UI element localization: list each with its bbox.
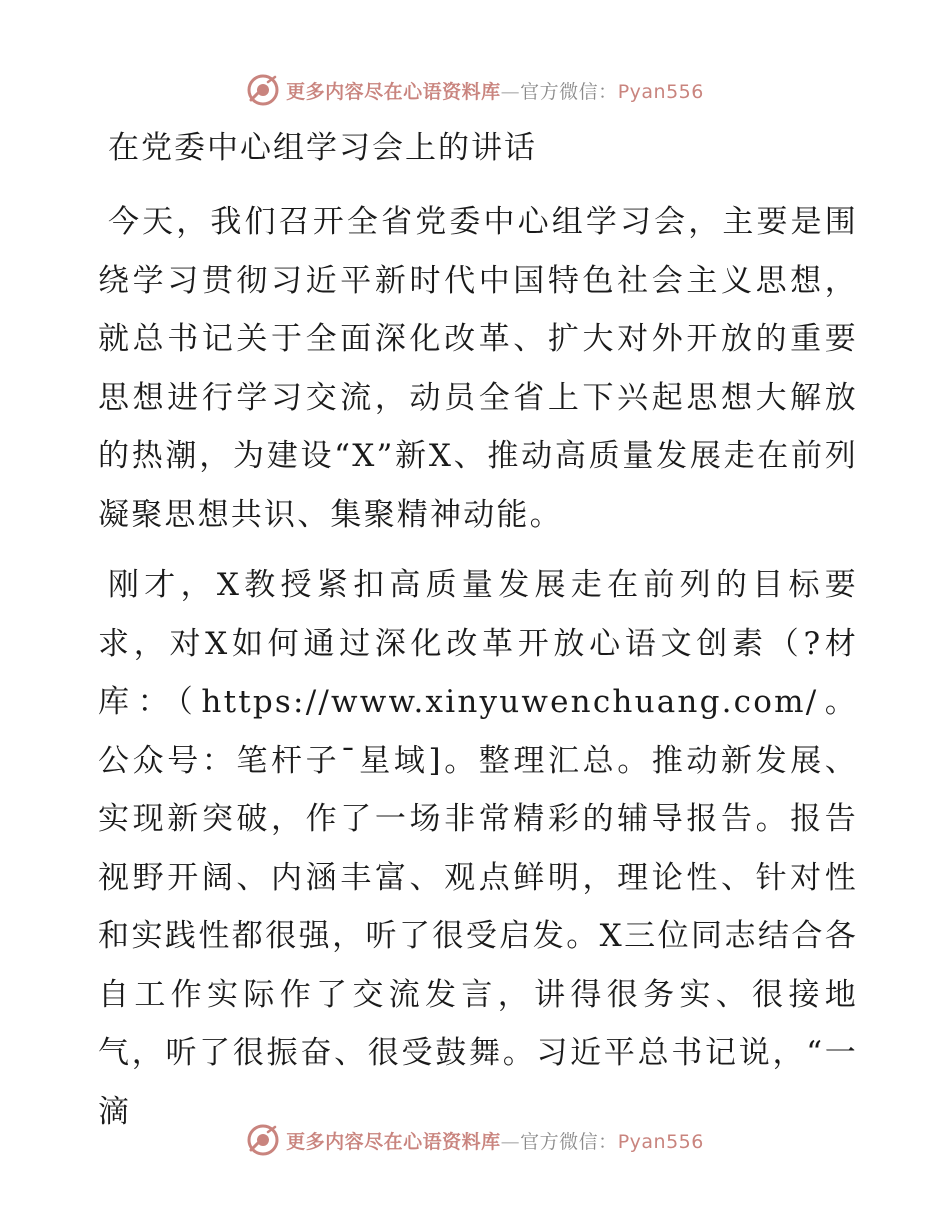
watermark-label: 官方微信： <box>520 80 618 103</box>
watermark-brand: 更多内容尽在心语资料库 <box>286 1130 501 1153</box>
watermark-separator: — <box>500 1130 521 1153</box>
watermark-brand: 更多内容尽在心语资料库 <box>286 80 501 103</box>
brand-logo-icon <box>246 73 280 107</box>
document-title: 在党委中心组学习会上的讲话 <box>108 130 537 166</box>
header-watermark <box>0 70 950 110</box>
watermark-text <box>286 77 704 104</box>
paragraph-2: 刚才，X教授紧扣高质量发展走在前列的目标要求，对X如何通过深化改革开放心语文创素（?材库：（https://www.xinyuwenchuang.com/。公众号：笔杆子¯星域]。整理汇总。推动新发展、实现新突破，作了一场非常精彩的辅导报告。报告视野开阔、内涵丰富、观点鲜明，理论性、针对性和实践性都很强，听了很受启发。X三位同志结合各自工作实际作了交流发言，讲得很务实、很接地气，听了很振奋、很受鼓舞。习近平总书记说，“一滴 <box>98 567 858 1130</box>
watermark-separator: — <box>500 80 521 103</box>
footer-watermark <box>0 1120 950 1160</box>
document-body <box>98 125 858 1153</box>
brand-logo-icon <box>246 1123 280 1157</box>
watermark-label: 官方微信： <box>520 1130 618 1153</box>
paragraph-1: 今天，我们召开全省党委中心组学习会，主要是围绕学习贯彻习近平新时代中国特色社会主义思想，就总书记关于全面深化改革、扩大对外开放的重要思想进行学习交流，动员全省上下兴起思想大解放的热潮，为建设“X”新X、推动高质量发展走在前列凝聚思想共识、集聚精神动能。 <box>98 204 858 533</box>
watermark-handle: Pyan556 <box>617 80 704 103</box>
watermark-handle: Pyan556 <box>617 1130 704 1153</box>
watermark-text <box>286 1127 704 1154</box>
